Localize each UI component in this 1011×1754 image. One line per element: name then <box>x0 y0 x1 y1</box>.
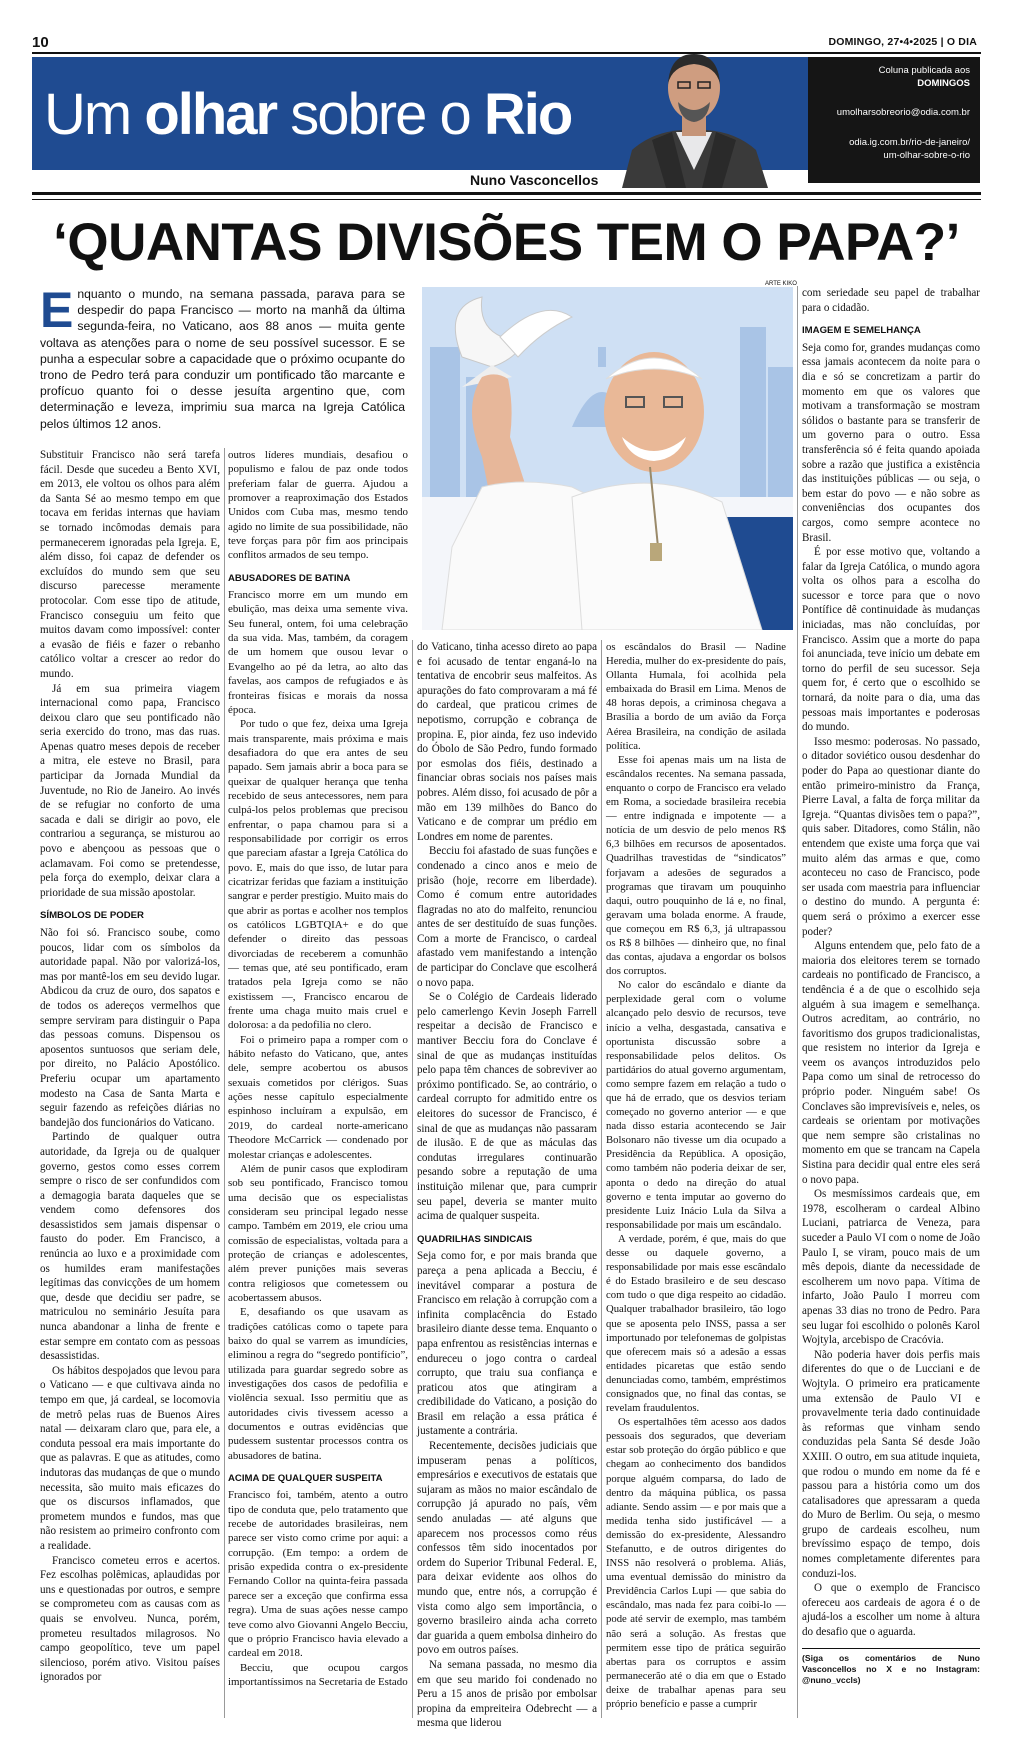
paragraph: Na semana passada, no mesmo dia em que seu marido foi condenado no Peru a 15 anos de prisão por embolsar propina da empreiteira Odebrecht — a mesma que liderou <box>417 1658 597 1730</box>
paragraph: Os espertalhões têm acesso aos dados pessoais dos segurados, que deveriam estar sob proteção do órgão público e que chegam ao conhecimento dos bandidos porque alguém comparsa, do lado de dentro da máquina pública, os passa adiante. Sendo assim — e por mais que a medida tenha sido justificável — a demissão do ex-presidente, Alessandro Stefanutto, e de outros dirigentes do INSS não resolverá o problema. Aliás, uma eventual demissão do ministro da Previdência Carlos Lupi — que sabia do escândalo, mas nada fez para coibi-lo — pode até servir de exemplo, mas também não será a solução. As frestas que permitem esse tipo de prática seguirão abertas para os corruptos e assim permanecerão até o dia em que o Estado deixe de trabalhar apenas para seu próprio benefício e passe a cumprir <box>606 1416 786 1711</box>
pope-illustration <box>422 287 793 630</box>
paragraph: O que o exemplo de Francisco ofereceu aos cardeais de agora é o de ajudá-los a escolher um nome à altura do desafio que o aguarda. <box>802 1582 980 1639</box>
paragraph: No calor do escândalo e diante da perplexidade geral com o volume alcançado pelo desvio de recursos, teve início a velha, desgastada, cansativa e oportunista discussão sobre a responsabilidade pelos delitos. Os partidários do atual governo argumentam, como sempre fazem em relação a tudo o que há de errado, que os desvios teriam começado no governo anterior — e que nada disso estaria acontecendo se Jair Bolsonaro não tivesse um dia ocupado a Presidência da República. A oposição, como também não poderia deixar de ser, aponta o dedo na direção do atual governo e tenta imputar ao governo do presidente Luiz Inácio Lula da Silva a responsabilidade por mais um escândalo. <box>606 979 786 1231</box>
paragraph: Os hábitos despojados que levou para o Vaticano — e que cultivava ainda no tempo em que, já cardeal, se locomovia de metrô pelas ruas de Buenos Aires natal — deixaram claro que, para ele, a conduta pessoal era mais importante do que as palavras. E que as atitudes, como indutoras das mudanças de que o mundo necessita, são muito mais eficazes do que os discursos inflamados, que prometem mundos e fundos, mas que não resistem ao primeiro confronto com a realidade. <box>40 1364 220 1552</box>
paragraph: Francisco cometeu erros e acertos. Fez escolhas polêmicas, aplaudidas por uns e questionadas por outros, e sempre se comprometeu com as causas com as quais se envolveu. Nunca, porém, prometeu resultados milagrosos. No campo geopolítico, teve um papel silencioso, porém ativo. Visitou países ignorados por <box>40 1554 220 1684</box>
paragraph: Não foi só. Francisco soube, como poucos, lidar com os símbolos da autoridade papal. Não por valorizá-los, mas por mantê-los em seu devido lugar. Abdicou da cruz de ouro, dos sapatos e de todos os adereços vermelhos que sempre serviram para distinguir o Papa das pessoas comuns. Dispensou os aposentos suntuosos que seriam dele, por direito, no Palácio Apostólico. Preferiu ocupar um apartamento modesto na Casa de Santa Marta e seguir fazendo as refeições diárias no bandejão dos funcionários do Vaticano. <box>40 927 220 1129</box>
paragraph: Os mesmíssimos cardeais que, em 1978, escolheram o cardeal Albino Luciani, patriarca de Veneza, para suceder a Paulo VI com o nome de João Paulo I, se viram, pouco mais de um mês depois, diante da necessidade de escolherem um novo papa. Vítima de infarto, João Paulo I morreu com apenas 33 dias no trono de Pedro. Para seu lugar foi escolhido o polonês Karol Wojtyla, arcebispo de Cracóvia. <box>802 1188 980 1347</box>
paragraph: Além de punir casos que explodiram sob seu pontificado, Francisco tomou uma decisão que os especialistas consideram seu principal legado nesse campo. Também em 2019, ele criou uma comissão de especialistas, voltada para a proteção de crianças e adolescentes, além prever punições mais severas contra religiosos que cometessem ou acobertassem abusos. <box>228 1162 408 1304</box>
column-divider <box>412 640 413 1718</box>
page-number: 10 <box>32 34 49 51</box>
section-heading: QUADRILHAS SINDICAIS <box>417 1233 533 1245</box>
info-url-2[interactable]: um-olhar-sobre-o-rio <box>883 150 970 161</box>
paragraph: Esse foi apenas mais um na lista de escândalos recentes. Na semana passada, enquanto o corpo de Francisco era velado em Roma, a sociedade brasileira recebia — entre indignada e impotente — a notícia de um desvio de pelo menos R$ 6,3 bilhões em recursos de aposentados. Quadrilhas travestidas de “sindicatos” forjavam a adesões de segurados a programas que tiravam um pouquinho daqui, outro pouquinho de lá e, no final, geravam uma bolada enorme. A fraude, que começou em R$ 6,3, já ultrapassou os R$ 8 bilhões — dinheiro que, no final das contas, ajudava a engordar os bolsos dos corruptos. <box>606 753 786 978</box>
article-column-1 <box>40 448 220 1685</box>
paragraph: Partindo de qualquer outra autoridade, da Igreja ou de qualquer governo, gestos como esses correm sempre o risco de ser confundidos com a demagogia barata daqueles que se vendem como defensores dos desassistidos sem jamais dispensar o fausto do poder. Em Francisco, a renúncia ao luxo e a proximidade com os humildes eram manifestações legítimas das convicções de um homem que, desde que decidiu ser padre, se matriculou no seminário Jesuíta para nunca abandonar a linha de frente e estar sempre em contato com as pessoas desassistidas. <box>40 1131 220 1363</box>
column-divider <box>224 448 225 1718</box>
article-column-4 <box>606 640 786 1711</box>
paragraph: A verdade, porém, é que, mais do que desse ou daquele governo, a responsabilidade por mais esse escândalo é do Estado brasileiro e de seu descaso com tudo o que diga respeito ao cidadão. Qualquer trabalhador brasileiro, tão logo que se aposenta pelo INSS, passa a ser importunado por telefonemas de golpistas que oferecem mais só a adesão a essas entidades picaretas que estão sendo denunciadas como, também, empréstimos consignados que, no final das contas, se revelam fraudulentos. <box>606 1232 786 1415</box>
section-heading: ABUSADORES DE BATINA <box>228 572 351 584</box>
column-divider <box>797 286 798 1718</box>
article-column-3 <box>417 640 597 1731</box>
paragraph: Becciu, que ocupou cargos importantíssimos na Secretaria de Estado <box>228 1661 408 1688</box>
paragraph: Foi o primeiro papa a romper com o hábito nefasto do Vaticano, que, antes dele, sempre acobertou os abusos sexuais cometidos por clérigos. Suas ações nesse capítulo especialmente espinhoso incluíram a expulsão, em 2019, do cardeal norte-americano Theodore McCarrick — condenado por molestar crianças e adolescentes. <box>228 1033 408 1161</box>
footer-note: (Siga os comentários de Nuno Vasconcellos no X e no Instagram: @nuno_vccls) <box>802 1648 980 1686</box>
section-heading: SÍMBOLOS DE PODER <box>40 910 144 922</box>
article-headline: ‘QUANTAS DIVISÕES TEM O PAPA?’ <box>53 213 960 272</box>
paragraph: Se o Colégio de Cardeais liderado pelo camerlengo Kevin Joseph Farrell respeitar a decisão de Francisco e mantiver Becciu fora do Conclave é sinal de que as mudanças instituídas pelo papa têm chances de sobreviver ao próximo pontificado. Se, ao contrário, o cardeal corrupto for admitido entre os eleitores do sucessor de Francisco, é sinal de que as mudanças não passaram de ilusão. E de que as máculas das condutas irregulares continuarão pesando sobre a reputação de uma instituição milenar que, para cumprir seu papel, deveria se manter muito acima de qualquer suspeita. <box>417 991 597 1223</box>
header-rule-thin <box>32 199 981 200</box>
paragraph: do Vaticano, tinha acesso direto ao papa e foi acusado de tentar enganá-lo na tentativa de encobrir seus malfeitos. As apurações do fato comprovaram a má fé do cardeal, que praticou crimes de nepotismo, corrupção e cobrança de propina. E, pior ainda, fez uso indevido do Óbolo de São Pedro, fundo formado por esmolas dos fiéis, destinado a financiar obras sociais nos países mais pobres. Além disso, foi acusado de pôr a mão em 139 milhões do Banco do Vaticano e de comprar um prédio em Londres em nome de parentes. <box>417 641 597 843</box>
paragraph: Substituir Francisco não será tarefa fácil. Desde que sucedeu a Bento XVI, em 2013, ele voltou os olhos para além da Santa Sé ao mesmo tempo em que tocava em feridas internas que haviam se tornado incômodas demais para permanecerem ignoradas pela Igreja. E, além disso, foi capaz de defender os excluídos do mundo sem que seu discurso parecesse meramente protocolar. Com esse tipo de atitude, Francisco conseguiu um feito que muitos davam como impossível: conter a evasão de fiéis e fazer o rebanho católico voltar a crescer ao redor do mundo. <box>40 449 220 680</box>
column-title: Um olhar sobre o Rio <box>44 82 572 147</box>
paragraph: com seriedade seu papel de trabalhar para o cidadão. <box>802 287 980 314</box>
section-heading: ACIMA DE QUALQUER SUSPEITA <box>228 1473 383 1485</box>
info-line-2: DOMINGOS <box>917 78 970 89</box>
paragraph: Alguns entendem que, pelo fato de a maioria dos eleitores terem se tornado cardeais no pontificado de Francisco, a tendência é a de que o escolhido seja alguém à sua imagem e semelhança. Outros acreditam, ao contrário, no favoritismo dos grupos tradicionalistas, que resistem no interior da Igreja e veem os avanços introduzidos pelo Papa como um sinal de retrocesso do próprio poder. Ninguém sabe! Os Conclaves são imprevisíveis e, neles, os cardeais se orientam por motivações que nem sempre são cristalinas no momento em que se trancam na Capela Sistina para decidir qual entre eles será o novo papa. <box>802 940 980 1186</box>
paragraph: Francisco morre em um mundo em ebulição, mas deixa uma semente viva. Seu funeral, ontem, foi uma celebração da sua vida. Mas, também, da coragem de um homem que ousou levar o Evangelho ao pé da letra, ao alto das favelas, aos campos de refugiados e às fronteiras físicas e morais da nossa época. <box>228 589 408 716</box>
paragraph: outros líderes mundiais, desafiou o populismo e falou de paz onde todos preferiam falar de guerra. Ajudou a promover a reaproximação dos Estados Unidos com Cuba mas, mesmo tendo agido no limite de sua possibilidade, não teve forças para pôr fim aos principais conflitos armados de seu tempo. <box>228 449 408 562</box>
article-lede: Enquanto o mundo, na semana passada, parava para se despedir do papa Francisco — morto na manhã da última segunda-feira, no Vaticano, aos 88 anos — muita gente voltava as atenções para o nome de seu possível sucessor. E se punha a especular sobre a capacidade que o próximo ocupante do trono de Pedro terá para conduzir um pontificado tão marcante e profícuo quanto foi o desse jesuíta argentino que, com determinação e leveza, imprimiu sua marca na Igreja Católica pelos últimos 12 anos. <box>40 282 405 431</box>
paragraph: Isso mesmo: poderosas. No passado, o ditador soviético ousou desdenhar do poder do Papa ao questionar diante do então primeiro-ministro da França, Pierre Laval, a falta de força militar da Igreja. “Quantas divisões tem o papa?”, quis saber. Ditadores, como Stálin, não entendem que existe uma força que vai muito além das armas e que, como aconteceu no caso de Francisco, pode ser usada com maestria para influenciar o destino do mundo. A pergunta é: quem será o próximo a exercer esse poder? <box>802 735 980 938</box>
paragraph: E, desafiando os que usavam as tradições católicas como o tapete para baixo do qual se varrem as imundícies, eliminou a regra do “segredo pontifício”, utilizada para guardar segredo sobre as investigações dos casos de pedofilia e violência sexual. Isso permitiu que as autoridades civis tivessem acesso a documentos e outras evidências que pudessem sustentar processos contra os abusadores de batina. <box>228 1306 408 1462</box>
image-credit: ARTE KIKO <box>765 281 797 287</box>
author-name: Nuno Vasconcellos <box>470 172 599 188</box>
paragraph: os escândalos do Brasil — Nadine Heredia, mulher do ex-presidente do país, Ollanta Humala, foi acolhida pela embaixada do Brasil em Lima. Menos de 48 horas depois, a criminosa chegava a Brasília a bordo de um avião da Força Aérea Brasileira, na condição de asilada política. <box>606 641 786 752</box>
paragraph: Becciu foi afastado de suas funções e condenado a cinco anos e meio de prisão (hoje, recorre em liberdade). Como é comum entre autoridades flagradas no ato do malfeito, renunciou antes de ser destituído de suas funções. Com a morte de Francisco, o cardeal afastado vem manifestando a intenção de participar do Conclave que escolherá o novo papa. <box>417 845 597 989</box>
article-column-5 <box>802 286 980 1686</box>
info-line-1: Coluna publicada aos <box>878 65 970 76</box>
top-rule <box>32 52 981 54</box>
paragraph: É por esse motivo que, voltando a falar da Igreja Católica, o mundo agora volta os olhos para a escolha do sucessor e torce para que o novo Pontífice dê continuidade às mudanças iniciadas, mas não concluídas, por Francisco. Assim que a morte do papa foi anunciada, teve início um debate em torno do perfil de seu sucessor. Seja quem for, é certo que o escolhido se tornará, da noite para o dia, uma das pessoas mais importantes e poderosas do mundo. <box>802 546 980 734</box>
paragraph: Não poderia haver dois perfis mais diferentes do que o de Lucciani e de Wojtyla. O primeiro era praticamente uma extensão de Paulo VI e provavelmente teria dado continuidade às reformas que vinham sendo conduzidas pela Santa Sé desde João XXIII. O outro, em sua atitude inquieta, que rodou o mundo em nome da fé e passou para a história como um dos catalisadores que apressaram a queda do Muro de Berlim. Ou seja, o mesmo grupo de cardeais escolheu, num brevíssimo espaço de tempo, dois nomes completamente diferentes para conduzi-los. <box>802 1348 980 1580</box>
info-email[interactable]: umolharsobreorio@odia.com.br <box>836 107 970 118</box>
column-info-box <box>808 57 980 183</box>
header-rule <box>32 192 981 195</box>
info-url-1[interactable]: odia.ig.com.br/rio-de-janeiro/ <box>849 137 970 148</box>
date-line: DOMINGO, 27•4•2025 | O DIA <box>828 36 977 48</box>
section-heading: IMAGEM E SEMELHANÇA <box>802 325 921 337</box>
column-divider <box>601 640 602 1718</box>
author-photo <box>612 40 776 188</box>
article-column-2 <box>228 448 408 1689</box>
paragraph: Francisco foi, também, atento a outro tipo de conduta que, pelo tratamento que recebe de autoridades brasileiras, nem parece ser visto como crime por aqui: a corrupção. (Em tempo: a ordem de prisão expedida contra o ex-presidente Fernando Collor na quinta-feira passada parece ser a exceção que confirma essa regra). Uma de suas ações nesse campo teve como alvo Giovanni Angelo Becciu, que o próprio Francisco havia elevado a cardeal em 2018. <box>228 1489 408 1660</box>
paragraph: Já em sua primeira viagem internacional como papa, Francisco deixou claro que seu pontificado não seria exercido do trono, mas das ruas. Apenas quatro meses depois de receber a mitra, ele esteve no Brasil, para participar da Jornada Mundial da Juventude, no Rio de Janeiro. Ao invés de se refugiar no conforto de uma sacada e dali se dirigir ao povo, ele contrariou a segurança, se misturou ao povo e abençoou as pessoas que o aclamavam. Foi como se pretendesse, pela força do exemplo, deixar clara a prioridade de sua missão apostolar. <box>40 682 220 899</box>
paragraph: Seja como for, e por mais branda que pareça a pena aplicada a Becciu, é inevitável comparar a postura de Francisco em relação à corrupção com a infinita complacência do Estado brasileiro diante desse tema. Enquanto o papa enfrentou as resistências internas e endureceu o jogo contra o cardeal corrupto, que traiu sua confiança e praticou atos que atingiram a credibilidade do Vaticano, a posição do Brasil em relação a essa prática é justamente a contrária. <box>417 1250 597 1438</box>
paragraph: Recentemente, decisões judiciais que impuseram penas a políticos, empresários e executivos de estatais que sujaram as mãos no maior escândalo de corrupção já apurado no país, vêm sendo anuladas — até alguns que aparecem nos processos como réus confessos têm sido inocentados por ordem do Superior Tribunal Federal. E, para deixar evidente aos olhos do mundo que, entre nós, a corrupção é vista como algo sem importância, o governo brasileiro ainda acha correto dar guarida a quem embolsa dinheiro do povo em outros países. <box>417 1440 597 1657</box>
paragraph: Por tudo o que fez, deixa uma Igreja mais transparente, mais próxima e mais desafiadora do que era antes de seu papado. Sem jamais abrir a boca para se queixar de qualquer herança que tenha recebido de seus antecessores, nem para culpá-los pelos problemas que precisou enfrentar, o papa chamou para si a responsabilidade por corrigir os erros que pareciam afastar a Igreja Católica do povo. E, mais do que isso, de lutar para cicatrizar feridas que faziam a instituição sangrar e perder prestígio. Muito mais do que abrir as portas e acolher nos templos os católicos LGBTQIA+ e do que defender o direito das pessoas divorciadas de receberem a comunhão — temas que, até seu pontificado, eram tratados pela Igreja como se não existissem —, Francisco encarou de frente uma chaga muito mais cruel e dolorosa: a da pedofilia no clero. <box>228 718 408 1032</box>
drop-cap: E <box>40 282 74 338</box>
paragraph: Seja como for, grandes mudanças como essa jamais acontecem da noite para o dia e só se concretizam a partir do momento em que os valores que motivam a transformação se mostram sólidos o bastante para se transferir de um governo para o outro. Essa transferência só é feita quando apoiada sobre a razão que justifica a existência das instituições públicas — ou seja, o bem estar do povo — e não sobre as conveniências dos ocupantes dos cargos, como sempre acontece no Brasil. <box>802 341 980 544</box>
